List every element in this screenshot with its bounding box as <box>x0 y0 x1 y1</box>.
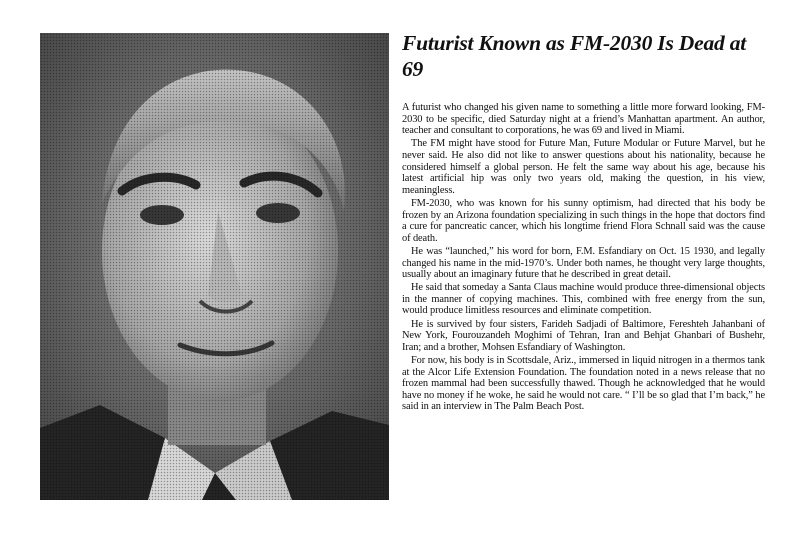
paragraph: He was “launched,” his word for born, F.M. Esfandiary on Oct. 15 1930, and legally changed his name in the mid-1970’s. Under both names, he thought very large thoughts, usually about an imaginary future that he described in great detail. <box>402 245 765 281</box>
portrait-photo-icon <box>40 33 389 500</box>
article <box>402 30 765 413</box>
headline: Futurist Known as FM-2030 Is Dead at 69 <box>402 31 747 81</box>
portrait-photo <box>40 33 389 500</box>
article-body <box>402 102 765 413</box>
paragraph: A futurist who changed his given name to something a little more forward looking, FM-2030 to be specific, died Saturday night at a friend’s Manhattan apartment. An author, teacher and consultant to corporations, he was 69 and lived in Miami. <box>402 102 765 137</box>
paragraph: For now, his body is in Scottsdale, Ariz., immersed in liquid nitrogen in a thermos tank at the Alcor Life Extension Foundation. The foundation noted in a news release that no frozen mammal had been successfully thawed. Though he acknowledged that he would have no money if he woke, he said he would not care. “ I’ll be so glad that I’m back,” he said in an interview in The Palm Beach Post. <box>402 355 765 413</box>
paragraph: The FM might have stood for Future Man, Future Modular or Future Marvel, but he never said. He also did not like to answer questions about his nationality, because he considered himself a global person. He felt the same way about his age, because his latest artificial hip was only two years old, making the question, in his view, meaningless. <box>402 138 765 196</box>
paragraph: He is survived by four sisters, Farideh Sadjadi of Baltimore, Fereshteh Jahanbani of New York, Fourouzandeh Moghimi of Tehran, Iran and Behjat Ghanbari of Bushehr, Iran; and a brother, Mohsen Esfandiary of Washington. <box>402 318 765 353</box>
paragraph: He said that someday a Santa Claus machine would produce three-dimensional objects in the manner of copying machines. This, combined with free energy from the sun, would produce limitless resources and eliminate competition. <box>402 282 765 317</box>
paragraph: FM-2030, who was known for his sunny optimism, had directed that his body be frozen by an Arizona foundation specializing in such things in the hope that doctors find a cure for pancreatic cancer, which his longtime friend Flora Schnall said was the cause of death. <box>402 197 765 244</box>
